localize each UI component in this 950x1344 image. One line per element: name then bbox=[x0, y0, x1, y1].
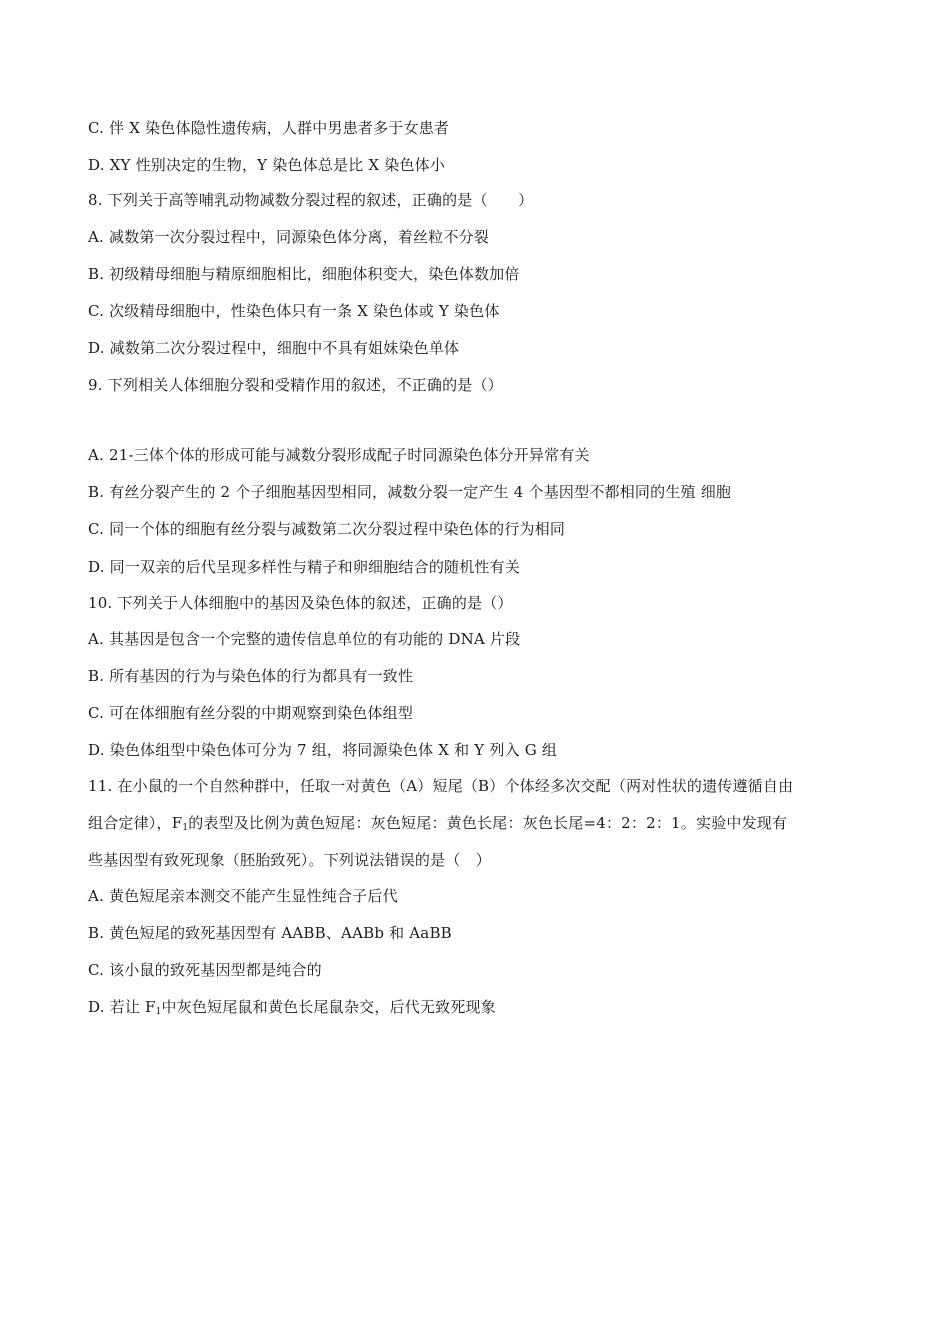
q11-option-d-subscript: 1 bbox=[155, 1007, 162, 1017]
q11-option-b: B. 黄色短尾的致死基因型有 AABB、AABb 和 AaBB bbox=[88, 924, 452, 942]
q8-option-b: B. 初级精母细胞与精原细胞相比，细胞体积变大，染色体数加倍 bbox=[88, 265, 520, 283]
q11-stem-line-2-pre: 组合定律），F bbox=[88, 814, 183, 832]
q11-stem-line-2-post: 的表型及比例为黄色短尾：灰色短尾：黄色长尾：灰色长尾=4：2：2：1。实验中发现有 bbox=[188, 814, 788, 832]
q9-option-a: A. 21-三体个体的形成可能与减数分裂形成配子时同源染色体分开异常有关 bbox=[88, 446, 590, 464]
q10-option-c: C. 可在体细胞有丝分裂的中期观察到染色体组型 bbox=[88, 704, 414, 722]
q7-option-d: D. XY 性别决定的生物，Y 染色体总是比 X 染色体小 bbox=[88, 156, 446, 174]
q9-option-b: B. 有丝分裂产生的 2 个子细胞基因型相同，减数分裂一定产生 4 个基因型不都相同的生殖 细胞 bbox=[88, 483, 732, 501]
q8-option-c: C. 次级精母细胞中，性染色体只有一条 X 染色体或 Y 染色体 bbox=[88, 302, 500, 320]
q10-option-d: D. 染色体组型中染色体可分为 7 组，将同源染色体 X 和 Y 列入 G 组 bbox=[88, 741, 558, 759]
q11-option-c: C. 该小鼠的致死基因型都是纯合的 bbox=[88, 961, 322, 979]
q9-option-c: C. 同一个体的细胞有丝分裂与减数第二次分裂过程中染色体的行为相同 bbox=[88, 520, 566, 538]
q11-option-d-post: 中灰色短尾鼠和黄色长尾鼠杂交，后代无致死现象 bbox=[161, 998, 496, 1016]
q10-option-b: B. 所有基因的行为与染色体的行为都具有一致性 bbox=[88, 667, 414, 685]
q11-stem-line-1: 11. 在小鼠的一个自然种群中，任取一对黄色（A）短尾（B）个体经多次交配（两对性状的遗传遵循自由 bbox=[88, 777, 794, 795]
q11-option-d bbox=[88, 997, 868, 1022]
q7-option-c: C. 伴 X 染色体隐性遗传病，人群中男患者多于女患者 bbox=[88, 119, 450, 137]
q10-stem: 10. 下列关于人体细胞中的基因及染色体的叙述，正确的是（） bbox=[88, 594, 513, 612]
q11-stem-line-2 bbox=[88, 813, 868, 838]
q11-stem-subscript: 1 bbox=[182, 823, 189, 833]
q9-option-d: D. 同一双亲的后代呈现多样性与精子和卵细胞结合的随机性有关 bbox=[88, 558, 521, 576]
q8-stem: 8. 下列关于高等哺乳动物减数分裂过程的叙述，正确的是（ ） bbox=[88, 191, 534, 209]
q8-option-d: D. 减数第二次分裂过程中，细胞中不具有姐妹染色单体 bbox=[88, 339, 460, 357]
q11-stem-line-3: 些基因型有致死现象（胚胎致死）。下列说法错误的是（ ） bbox=[88, 851, 491, 869]
q11-option-d-pre: D. 若让 F bbox=[88, 998, 156, 1016]
q9-stem: 9. 下列相关人体细胞分裂和受精作用的叙述，不正确的是（） bbox=[88, 376, 503, 394]
q8-option-a: A. 减数第一次分裂过程中，同源染色体分离，着丝粒不分裂 bbox=[88, 228, 489, 246]
q10-option-a: A. 其基因是包含一个完整的遗传信息单位的有功能的 DNA 片段 bbox=[88, 630, 521, 648]
q11-option-a: A. 黄色短尾亲本测交不能产生显性纯合子后代 bbox=[88, 887, 398, 905]
